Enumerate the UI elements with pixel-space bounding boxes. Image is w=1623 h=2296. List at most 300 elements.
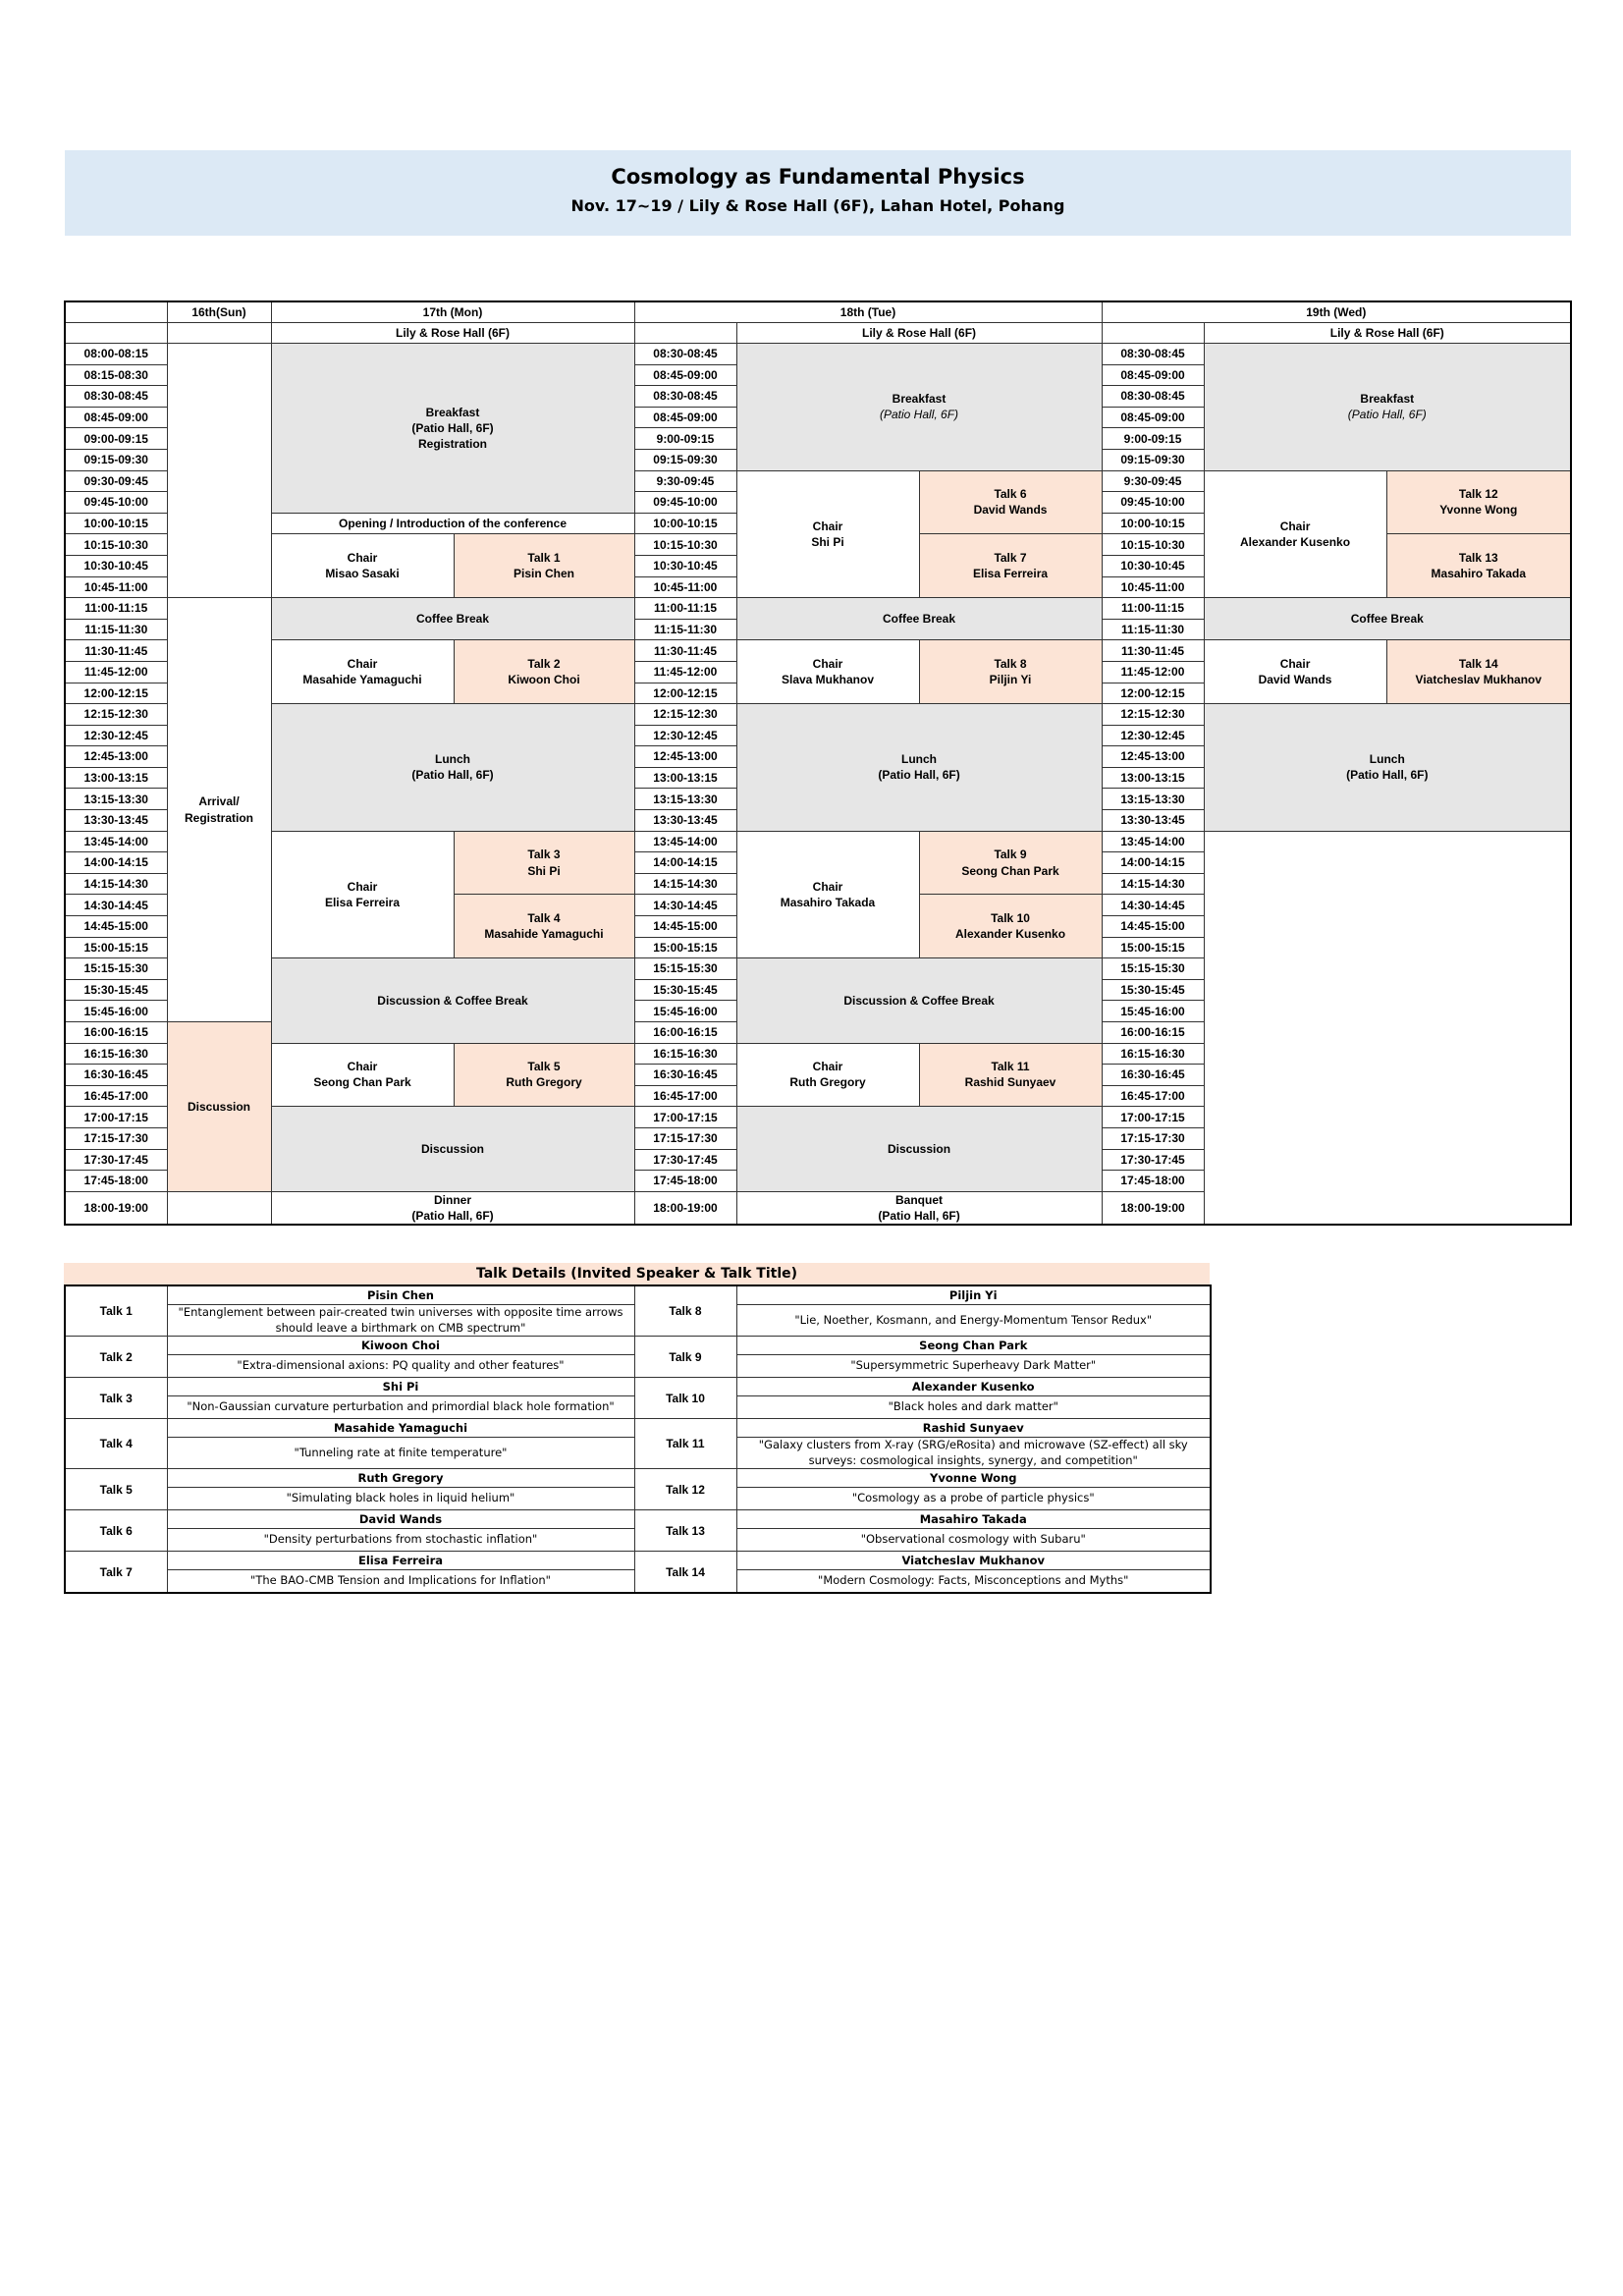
time-mon: [65, 534, 167, 556]
time-label: 13:45-14:00: [653, 834, 718, 848]
schedule-row: [65, 344, 1571, 365]
talk-title: "Simulating black holes in liquid helium": [167, 1488, 634, 1510]
mon-chair3: [271, 831, 454, 958]
t: Chair: [812, 1060, 843, 1074]
t: (Patio Hall, 6F): [1347, 408, 1427, 422]
mon-talk2: [454, 640, 634, 704]
t: Coffee Break: [883, 612, 956, 627]
t: Banquet: [895, 1192, 944, 1207]
t: (Patio Hall, 6F): [880, 408, 959, 422]
time-label: 14:30-14:45: [1120, 898, 1185, 912]
t: Talk 7: [994, 551, 1027, 566]
time-label: 14:45-15:00: [653, 919, 718, 934]
time-label: 14:45-15:00: [83, 919, 148, 934]
time-label: 12:45-13:00: [83, 749, 148, 764]
time-wed: [1102, 1085, 1204, 1107]
time-label: 09:45-10:00: [83, 495, 148, 510]
talk-title: "Cosmology as a probe of particle physics": [736, 1488, 1211, 1510]
time-wed: [1102, 619, 1204, 640]
t: (Patio Hall, 6F): [1346, 768, 1429, 783]
time-label: 13:00-13:15: [653, 771, 718, 786]
time-mon: [65, 449, 167, 470]
wed-lunch: [1204, 704, 1571, 832]
mon-coffee: [271, 598, 634, 640]
time-label: 13:30-13:45: [83, 813, 148, 828]
time-tue: [634, 1065, 736, 1086]
time-tue: [634, 407, 736, 428]
time-label: 09:15-09:30: [83, 453, 148, 467]
time-tue: [634, 895, 736, 916]
time-wed: [1102, 1107, 1204, 1128]
day-mon: [271, 301, 634, 323]
t: Talk 10: [991, 911, 1030, 926]
talk-title: "Lie, Noether, Kosmann, and Energy-Momentum Tensor Redux": [736, 1305, 1211, 1337]
time-label: 17:45-18:00: [1120, 1174, 1185, 1188]
talk-label: Talk 14: [634, 1552, 736, 1594]
time-label: 17:30-17:45: [653, 1152, 718, 1167]
t: Pisin Chen: [513, 567, 574, 581]
time-label: 10:45-11:00: [653, 579, 718, 594]
time-label: 15:45-16:00: [653, 1004, 718, 1018]
time-wed: [1102, 1149, 1204, 1171]
t: (Patio Hall, 6F): [411, 768, 494, 783]
time-label: 15:15-15:30: [83, 961, 148, 976]
talk-detail-row: [65, 1510, 1211, 1529]
t: Chair: [347, 551, 378, 566]
talk-title: "Supersymmetric Superheavy Dark Matter": [736, 1355, 1211, 1378]
time-label: 15:00-15:15: [83, 940, 148, 955]
t: Chair: [812, 879, 843, 894]
time-label: 14:15-14:30: [83, 877, 148, 892]
t: David Wands: [973, 503, 1048, 518]
t: Masahiro Takada: [1431, 567, 1527, 581]
t: Kiwoon Choi: [508, 673, 580, 687]
talk-label: Talk 13: [634, 1510, 736, 1552]
time-label: 17:30-17:45: [83, 1152, 148, 1167]
time-wed: [1102, 1043, 1204, 1065]
t: Chair: [812, 519, 843, 533]
venue-label: Lily & Rose Hall (6F): [395, 325, 511, 340]
time-label: 13:30-13:45: [1120, 813, 1185, 828]
time-tue: [634, 873, 736, 895]
talk-label: Talk 7: [65, 1552, 167, 1594]
time-tue: [634, 534, 736, 556]
time-label: 08:45-09:00: [1120, 367, 1185, 382]
time-tue: [634, 364, 736, 386]
time-tue: [634, 640, 736, 662]
time-label: 16:30-16:45: [1120, 1067, 1185, 1082]
t: Chair: [347, 1060, 378, 1074]
tue-talk7: [919, 534, 1102, 598]
time-wed: [1102, 661, 1204, 683]
time-mon: [65, 661, 167, 683]
mon-talk3: [454, 831, 634, 895]
corner-cell: [65, 301, 167, 323]
t: (Patio Hall, 6F): [411, 1208, 494, 1223]
tue-talk10: [919, 895, 1102, 958]
time-wed: [1102, 1171, 1204, 1192]
day-mon-label: 17th (Mon): [422, 304, 483, 319]
tue-coffee: [736, 598, 1102, 640]
time-wed: [1102, 852, 1204, 874]
time-label: 15:30-15:45: [653, 983, 718, 998]
time-label: 08:30-08:45: [1120, 389, 1185, 404]
talk-detail-row: [65, 1285, 1211, 1305]
time-wed: [1102, 513, 1204, 534]
time-label: 17:00-17:15: [1120, 1110, 1185, 1124]
t: Talk 12: [1458, 487, 1498, 502]
time-mon: [65, 555, 167, 576]
day-tue: [634, 301, 1102, 323]
time-tue: [634, 1127, 736, 1149]
time-label: 9:30-09:45: [656, 473, 715, 488]
time-label: 15:00-15:15: [653, 940, 718, 955]
time-label: 13:45-14:00: [83, 834, 148, 848]
time-mon: [65, 640, 167, 662]
time-tue: [634, 1085, 736, 1107]
sun-empty: [167, 344, 271, 598]
t: Viatcheslav Mukhanov: [1415, 673, 1542, 687]
wed-chair1: [1204, 470, 1386, 598]
wed-empty-head: [1102, 323, 1204, 344]
talk-label: Talk 11: [634, 1419, 736, 1469]
t: Slava Mukhanov: [781, 673, 875, 687]
time-label: 14:00-14:15: [1120, 855, 1185, 870]
time-label: 16:00-16:15: [83, 1025, 148, 1040]
time-label: 12:30-12:45: [653, 728, 718, 742]
tue-disc-coffee: [736, 958, 1102, 1043]
talk-label: Talk 8: [634, 1285, 736, 1337]
t: Shi Pi: [811, 534, 844, 549]
time-label: 10:15-10:30: [1120, 537, 1185, 552]
t: Piljin Yi: [989, 673, 1032, 687]
time-wed: [1102, 1191, 1204, 1225]
time-tue: [634, 470, 736, 492]
sun-arrival-2: Registration: [184, 810, 253, 825]
time-label: 08:00-08:15: [83, 347, 148, 361]
time-mon: [65, 407, 167, 428]
time-wed: [1102, 386, 1204, 408]
time-mon: [65, 428, 167, 450]
time-label: 10:00-10:15: [83, 516, 148, 530]
talk-title: "Black holes and dark matter": [736, 1396, 1211, 1419]
time-mon: [65, 767, 167, 789]
sun-arrival: [167, 598, 271, 1022]
talk-speaker: Alexander Kusenko: [736, 1378, 1211, 1396]
time-label: 14:00-14:15: [653, 855, 718, 870]
time-label: 16:45-17:00: [653, 1088, 718, 1103]
venue-wed: [1204, 323, 1571, 344]
sun-discussion-text: Discussion: [187, 1099, 251, 1114]
time-mon: [65, 492, 167, 514]
mon-disc-coffee: [271, 958, 634, 1043]
talk-speaker: Viatcheslav Mukhanov: [736, 1552, 1211, 1570]
time-tue: [634, 916, 736, 938]
time-mon: [65, 1149, 167, 1171]
time-tue: [634, 958, 736, 980]
day-wed: [1102, 301, 1571, 323]
time-mon: [65, 1022, 167, 1044]
t: Talk 8: [994, 657, 1027, 672]
time-label: 9:00-09:15: [656, 431, 715, 446]
time-label: 11:45-12:00: [1120, 665, 1185, 680]
time-tue: [634, 598, 736, 620]
t: Coffee Break: [1350, 612, 1424, 627]
talk-label: Talk 5: [65, 1469, 167, 1510]
talk-speaker: Seong Chan Park: [736, 1337, 1211, 1355]
t: Talk 4: [527, 911, 561, 926]
t: Masahide Yamaguchi: [484, 927, 604, 942]
time-label: 08:15-08:30: [83, 367, 148, 382]
t: Ruth Gregory: [506, 1075, 582, 1090]
t: Chair: [347, 657, 378, 672]
time-label: 12:00-12:15: [83, 685, 148, 700]
mon-talk4: [454, 895, 634, 958]
wed-talk12: [1386, 470, 1571, 534]
mon-chair4: [271, 1043, 454, 1107]
time-tue: [634, 428, 736, 450]
time-label: 15:30-15:45: [1120, 983, 1185, 998]
time-label: 16:00-16:15: [653, 1025, 718, 1040]
venue-tue: [736, 323, 1102, 344]
t: Yvonne Wong: [1439, 503, 1518, 518]
time-tue: [634, 1107, 736, 1128]
mon-lunch: [271, 704, 634, 832]
time-mon: [65, 831, 167, 852]
wed-coffee: [1204, 598, 1571, 640]
t: Ruth Gregory: [789, 1075, 866, 1090]
time-label: 15:45-16:00: [83, 1004, 148, 1018]
time-label: 09:30-09:45: [83, 473, 148, 488]
talk-speaker: Rashid Sunyaev: [736, 1419, 1211, 1438]
time-label: 17:15-17:30: [83, 1131, 148, 1146]
mon-chair1: [271, 534, 454, 598]
schedule-row: [65, 598, 1571, 620]
time-label: 17:45-18:00: [83, 1174, 148, 1188]
time-mon: [65, 683, 167, 704]
time-label: 11:15-11:30: [653, 622, 718, 636]
t: Talk 11: [991, 1060, 1030, 1074]
wed-breakfast: [1204, 344, 1571, 471]
t: Opening / Introduction of the conference: [338, 516, 567, 530]
tue-talk9: [919, 831, 1102, 895]
time-mon: [65, 916, 167, 938]
time-label: 12:45-13:00: [653, 749, 718, 764]
talk-speaker: David Wands: [167, 1510, 634, 1529]
time-wed: [1102, 344, 1204, 365]
tue-lunch: [736, 704, 1102, 832]
tue-chair2: [736, 640, 919, 704]
time-label: 13:00-13:15: [1120, 771, 1185, 786]
t: Discussion: [888, 1141, 951, 1156]
time-label: 10:30-10:45: [653, 559, 718, 574]
tue-empty-head: [634, 323, 736, 344]
time-tue: [634, 344, 736, 365]
time-label: 14:15-14:30: [1120, 877, 1185, 892]
time-wed: [1102, 958, 1204, 980]
time-wed: [1102, 364, 1204, 386]
day-sun-label: 16th(Sun): [191, 304, 246, 319]
time-mon: [65, 979, 167, 1001]
time-mon: [65, 852, 167, 874]
talk-detail-row: [65, 1337, 1211, 1355]
time-wed: [1102, 873, 1204, 895]
t: Breakfast: [892, 392, 947, 407]
time-mon: [65, 746, 167, 768]
time-mon: [65, 1065, 167, 1086]
time-label: 16:30-16:45: [653, 1067, 718, 1082]
time-label: 11:15-11:30: [1121, 622, 1185, 636]
time-label: 15:30-15:45: [83, 983, 148, 998]
time-tue: [634, 704, 736, 726]
time-mon: [65, 364, 167, 386]
time-mon: [65, 619, 167, 640]
t: Elisa Ferreira: [972, 567, 1049, 581]
time-wed: [1102, 789, 1204, 810]
time-mon: [65, 344, 167, 365]
time-wed: [1102, 555, 1204, 576]
time-label: 13:15-13:30: [83, 792, 148, 806]
time-label: 12:15-12:30: [83, 707, 148, 722]
talk-title: "Modern Cosmology: Facts, Misconceptions and Myths": [736, 1570, 1211, 1594]
time-wed: [1102, 470, 1204, 492]
corner-cell: [65, 323, 167, 344]
time-mon: [65, 1085, 167, 1107]
time-wed: [1102, 979, 1204, 1001]
time-tue: [634, 725, 736, 746]
talk-title: "Extra-dimensional axions: PQ quality and other features": [167, 1355, 634, 1378]
time-mon: [65, 937, 167, 958]
time-wed: [1102, 683, 1204, 704]
day-sun: [167, 301, 271, 323]
time-tue: [634, 1149, 736, 1171]
t: Lunch: [435, 752, 470, 767]
header-banner: [65, 150, 1571, 236]
venue-mon: [271, 323, 634, 344]
talk-speaker: Piljin Yi: [736, 1285, 1211, 1305]
t: Alexander Kusenko: [954, 927, 1066, 942]
mon-talk1: [454, 534, 634, 598]
time-wed: [1102, 746, 1204, 768]
sun-arrival-1: Arrival/: [198, 794, 240, 809]
t: Discussion: [420, 1141, 485, 1156]
tue-talk8: [919, 640, 1102, 704]
mon-opening: [271, 513, 634, 534]
talk-speaker: Elisa Ferreira: [167, 1552, 634, 1570]
t: Registration: [417, 436, 487, 451]
time-label: 09:00-09:15: [83, 431, 148, 446]
talk-title: "Tunneling rate at finite temperature": [167, 1438, 634, 1469]
time-label: 17:00-17:15: [653, 1110, 718, 1124]
time-mon: [65, 873, 167, 895]
time-label: 08:30-08:45: [653, 389, 718, 404]
time-label: 12:15-12:30: [653, 707, 718, 722]
t: Masahiro Takada: [780, 895, 876, 909]
time-label: 16:15-16:30: [1120, 1046, 1185, 1061]
time-tue: [634, 661, 736, 683]
time-mon: [65, 1171, 167, 1192]
time-label: 11:00-11:15: [84, 601, 148, 616]
time-wed: [1102, 725, 1204, 746]
time-mon: [65, 598, 167, 620]
time-label: 17:15-17:30: [653, 1131, 718, 1146]
time-mon: [65, 810, 167, 832]
wed-talk13: [1386, 534, 1571, 598]
talk-speaker: Shi Pi: [167, 1378, 634, 1396]
time-tue: [634, 1022, 736, 1044]
talk-title: "Galaxy clusters from X-ray (SRG/eRosita) and microwave (SZ-effect) all sky surveys: cosmological insights, synergy, and competition": [736, 1438, 1211, 1469]
time-wed: [1102, 407, 1204, 428]
time-wed: [1102, 767, 1204, 789]
time-label: 17:45-18:00: [653, 1174, 718, 1188]
t: Discussion & Coffee Break: [843, 993, 995, 1008]
time-label: 10:00-10:15: [653, 516, 718, 530]
time-wed: [1102, 640, 1204, 662]
talk-label: Talk 1: [65, 1285, 167, 1337]
time-label: 18:00-19:00: [83, 1200, 148, 1215]
time-mon: [65, 895, 167, 916]
time-label: 14:30-14:45: [83, 898, 148, 912]
t: Seong Chan Park: [961, 863, 1059, 878]
time-label: 11:45-12:00: [83, 665, 148, 680]
time-label: 11:00-11:15: [1121, 601, 1185, 616]
time-label: 09:15-09:30: [1120, 453, 1185, 467]
sun-discussion: [167, 1022, 271, 1192]
talk-title: "Non-Gaussian curvature perturbation and primordial black hole formation": [167, 1396, 634, 1419]
time-tue: [634, 386, 736, 408]
time-wed: [1102, 831, 1204, 852]
time-mon: [65, 1127, 167, 1149]
talk-detail-row: [65, 1419, 1211, 1438]
page-title: Cosmology as Fundamental Physics: [611, 165, 1025, 189]
time-label: 11:45-12:00: [653, 665, 718, 680]
schedule-row: [65, 704, 1571, 726]
time-label: 08:30-08:45: [653, 347, 718, 361]
mon-dinner: [271, 1191, 634, 1225]
time-label: 16:30-16:45: [83, 1067, 148, 1082]
t: Lunch: [901, 752, 938, 767]
time-tue: [634, 1001, 736, 1022]
venue-label: Lily & Rose Hall (6F): [1329, 325, 1444, 340]
time-tue: [634, 852, 736, 874]
time-tue: [634, 831, 736, 852]
time-wed: [1102, 810, 1204, 832]
t: Talk 5: [527, 1060, 561, 1074]
wed-talk14: [1386, 640, 1571, 704]
t: Dinner: [433, 1192, 471, 1207]
tue-chair4: [736, 1043, 919, 1107]
talk-label: Talk 4: [65, 1419, 167, 1469]
t: Talk 1: [527, 551, 561, 566]
talk-detail-row: [65, 1469, 1211, 1488]
time-tue: [634, 683, 736, 704]
time-tue: [634, 492, 736, 514]
t: Talk 6: [994, 487, 1027, 502]
time-label: 13:15-13:30: [653, 792, 718, 806]
talk-label: Talk 9: [634, 1337, 736, 1378]
time-label: 12:00-12:15: [1120, 685, 1185, 700]
time-label: 16:15-16:30: [83, 1046, 148, 1061]
talk-title: "Observational cosmology with Subaru": [736, 1529, 1211, 1552]
time-label: 14:45-15:00: [1120, 919, 1185, 934]
time-wed: [1102, 895, 1204, 916]
talk-label: Talk 6: [65, 1510, 167, 1552]
time-mon: [65, 386, 167, 408]
time-label: 15:45-16:00: [1120, 1004, 1185, 1018]
t: Rashid Sunyaev: [964, 1075, 1056, 1090]
tue-chair1: [736, 470, 919, 598]
talk-detail-row: [65, 1552, 1211, 1570]
